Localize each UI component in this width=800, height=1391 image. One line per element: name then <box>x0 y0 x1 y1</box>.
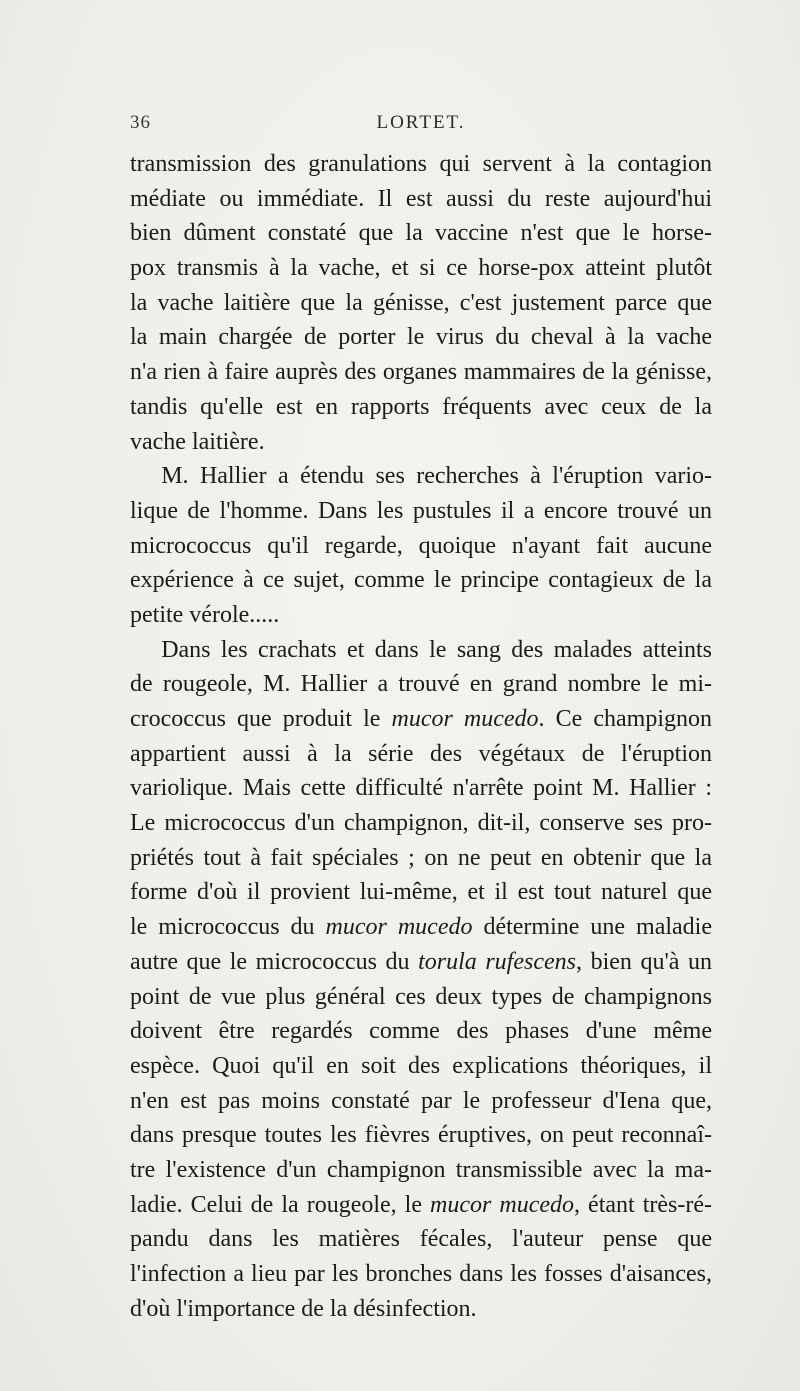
text-run: crococcus que produit le <box>130 706 392 732</box>
page-number: 36 <box>130 112 151 133</box>
text-line <box>130 1014 712 1049</box>
text-run: détermine une maladie <box>472 914 712 941</box>
text-line <box>130 355 712 390</box>
text-line <box>130 1153 712 1188</box>
text-run: autre que le micrococcus du <box>130 948 419 975</box>
text-line <box>130 1188 712 1223</box>
text-run: micrococcus qu'il regarde, quoique n'ayant fait aucune <box>130 532 712 559</box>
text-line <box>130 251 712 286</box>
text-run: forme d'où il provient lui-même, et il est tout naturel que <box>130 879 712 906</box>
running-head <box>130 112 712 140</box>
text-line <box>130 806 712 841</box>
text-run: de rougeole, M. Hallier a trouvé en grand nombre le mi- <box>130 671 712 698</box>
text-run: la main chargée de porter le virus du cheval à la vache <box>130 324 712 351</box>
text-line <box>130 529 712 564</box>
text-line <box>130 702 712 737</box>
text-line <box>130 494 712 529</box>
text-line <box>130 1118 712 1153</box>
text-line <box>130 667 712 702</box>
running-title: LORTET. <box>376 112 466 133</box>
text-line <box>130 320 712 355</box>
text-run: n'en est pas moins constaté par le professeur d'Iena que, <box>130 1087 712 1114</box>
text-run: médiate ou immédiate. Il est aussi du reste aujourd'hui <box>130 185 712 212</box>
italic-term: mucor mucedo <box>325 914 473 941</box>
text-line <box>130 737 712 772</box>
text-line <box>130 390 712 425</box>
text-line <box>130 1084 712 1119</box>
text-run: tre l'existence d'un champignon transmissible avec la ma- <box>130 1156 712 1183</box>
text-line <box>130 182 712 217</box>
text-line <box>130 1292 712 1327</box>
text-line <box>130 980 712 1015</box>
text-run: . Ce champignon <box>538 706 712 732</box>
text-line <box>130 425 712 460</box>
text-line <box>130 633 712 668</box>
text-run: point de vue plus général ces deux types de champignons <box>130 983 712 1010</box>
text-line <box>130 1257 712 1292</box>
text-run: le micrococcus du <box>130 914 326 941</box>
text-line <box>130 1049 712 1084</box>
text-line <box>130 945 712 980</box>
text-line <box>130 841 712 876</box>
text-run: petite vérole..... <box>130 601 280 628</box>
text-run: ladie. Celui de la rougeole, le <box>130 1191 431 1218</box>
text-line <box>130 598 712 633</box>
text-run: pox transmis à la vache, et si ce horse-pox atteint plutôt <box>130 255 712 282</box>
text-run: M. Hallier a étendu ses recherches à l'éruption vario- <box>161 463 712 490</box>
text-run: espèce. Quoi qu'il en soit des explications théoriques, il <box>130 1052 712 1079</box>
text-run: Le micrococcus d'un champignon, dit-il, conserve ses pro- <box>130 810 712 837</box>
text-run: variolique. Mais cette difficulté n'arrête point M. Hallier : <box>130 775 712 802</box>
text-line <box>130 563 712 598</box>
text-run: lique de l'homme. Dans les pustules il a encore trouvé un <box>130 497 712 524</box>
italic-term: torula rufescens <box>418 948 576 975</box>
text-run: d'où l'importance de la désinfection. <box>130 1295 477 1322</box>
text-line <box>130 459 712 494</box>
italic-term: mucor mucedo <box>391 706 539 732</box>
body-text <box>130 147 712 1326</box>
text-line <box>130 875 712 910</box>
text-run: tandis qu'elle est en rapports fréquents avec ceux de la <box>130 393 712 420</box>
text-run: priétés tout à fait spéciales ; on ne peut en obtenir que la <box>130 844 712 871</box>
text-line <box>130 286 712 321</box>
text-run: , bien qu'à un <box>576 948 713 975</box>
text-run: l'infection a lieu par les bronches dans les fosses d'aisances, <box>130 1261 712 1287</box>
text-run: Dans les crachats et dans le sang des malades atteints <box>161 636 712 663</box>
text-run: n'a rien à faire auprès des organes mammaires de la génisse, <box>130 359 712 386</box>
text-run: transmission des granulations qui servent à la contagion <box>130 151 712 177</box>
text-run: bien dûment constaté que la vaccine n'est que le horse- <box>130 220 712 247</box>
text-line <box>130 771 712 806</box>
text-run: vache laitière. <box>130 428 265 455</box>
italic-term: mucor mucedo <box>430 1191 575 1218</box>
text-line <box>130 216 712 251</box>
text-run: dans presque toutes les fièvres éruptives, on peut reconnaî- <box>130 1122 712 1149</box>
text-line <box>130 910 712 945</box>
text-run: pandu dans les matières fécales, l'auteur pense que <box>130 1226 712 1253</box>
text-run: la vache laitière que la génisse, c'est justement parce que <box>130 289 712 316</box>
text-run: expérience à ce sujet, comme le principe contagieux de la <box>130 567 712 594</box>
text-run: , étant très-ré- <box>574 1191 712 1218</box>
text-run: appartient aussi à la série des végétaux de l'éruption <box>130 740 712 767</box>
text-line <box>130 147 712 182</box>
text-line <box>130 1222 712 1257</box>
text-run: doivent être regardés comme des phases d'une même <box>130 1018 712 1045</box>
